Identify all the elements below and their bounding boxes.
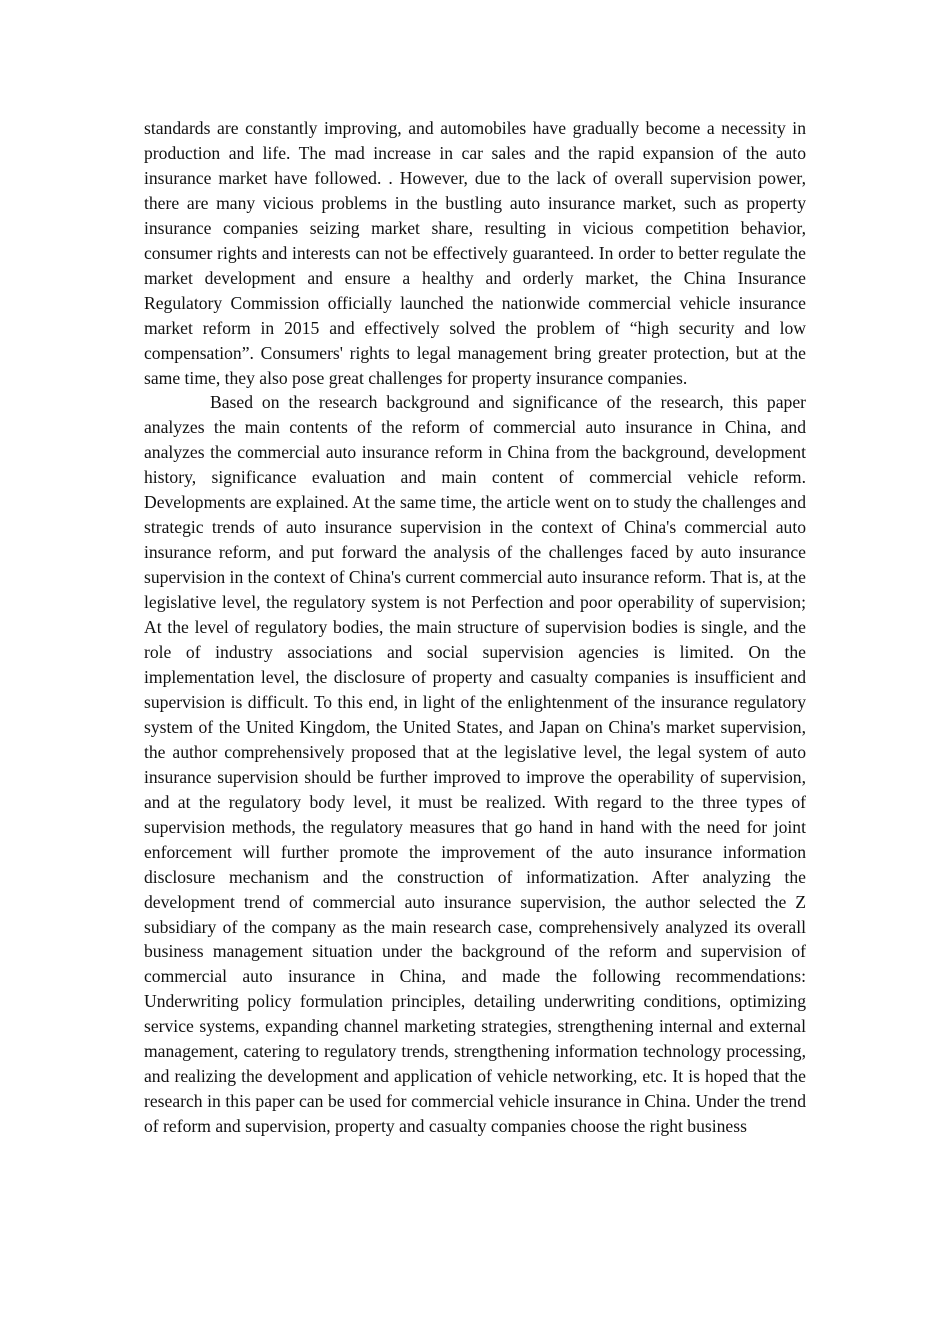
paragraph-research-summary: Based on the research background and significance of the research, this paper analyzes the main contents of the reform of commercial auto insurance in China, and analyzes the commercial auto insurance reform in China from the background, development history, significance evaluation and main content of commercial vehicle reform. Developments are explained. At the same time, the article went on to study the challenges and strategic trends of auto insurance supervision in the context of China's commercial auto insurance reform, and put forward the analysis of the challenges faced by auto insurance supervision in the context of China's current commercial auto insurance reform. That is, at the legislative level, the regulatory system is not Perfection and poor operability of supervision; At the level of regulatory bodies, the main structure of supervision bodies is single, and the role of industry associations and social supervision agencies is limited. On the implementation level, the disclosure of property and casualty companies is insufficient and supervision is difficult. To this end, in light of the enlightenment of the insurance regulatory system of the United Kingdom, the United States, and Japan on China's market supervision, the author comprehensively proposed that at the legislative level, the legal system of auto insurance supervision should be further improved to improve the operability of supervision, and at the regulatory body level, it must be realized. With regard to the three types of supervision methods, the regulatory measures that go hand in hand with the need for joint enforcement will further promote the improvement of the auto insurance information disclosure mechanism and the construction of informatization. After analyzing the development trend of commercial auto insurance supervision, the author selected the Z subsidiary of the company as the main research case, comprehensively analyzed its overall business management situation under the background of the reform and supervision of commercial auto insurance in China, and made the following recommendations: Underwriting policy formulation principles, detailing underwriting conditions, optimizing service systems, expanding channel marketing strategies, strengthening internal and external management, catering to regulatory trends, strengthening information technology processing, and realizing the development and application of vehicle networking, etc. It is hoped that the research in this paper can be used for commercial vehicle insurance in China. Under the trend of reform and supervision, property and casualty companies choose the right business [144,392,806,1137]
body-text [144,116,806,1139]
paragraph-continued: standards are constantly improving, and automobiles have gradually become a necessity in production and life. The mad increase in car sales and the rapid expansion of the auto insurance market have followed. . However, due to the lack of overall supervision power, there are many vicious problems in the bustling auto insurance market, such as property insurance companies seizing market share, resulting in vicious competition behavior, consumer rights and interests can not be effectively guaranteed. In order to better regulate the market development and ensure a healthy and orderly market, the China Insurance Regulatory Commission officially launched the nationwide commercial vehicle insurance market reform in 2015 and effectively solved the problem of “high security and low compensation”. Consumers' rights to legal management bring greater protection, but at the same time, they also pose great challenges for property insurance companies. [144,118,806,388]
